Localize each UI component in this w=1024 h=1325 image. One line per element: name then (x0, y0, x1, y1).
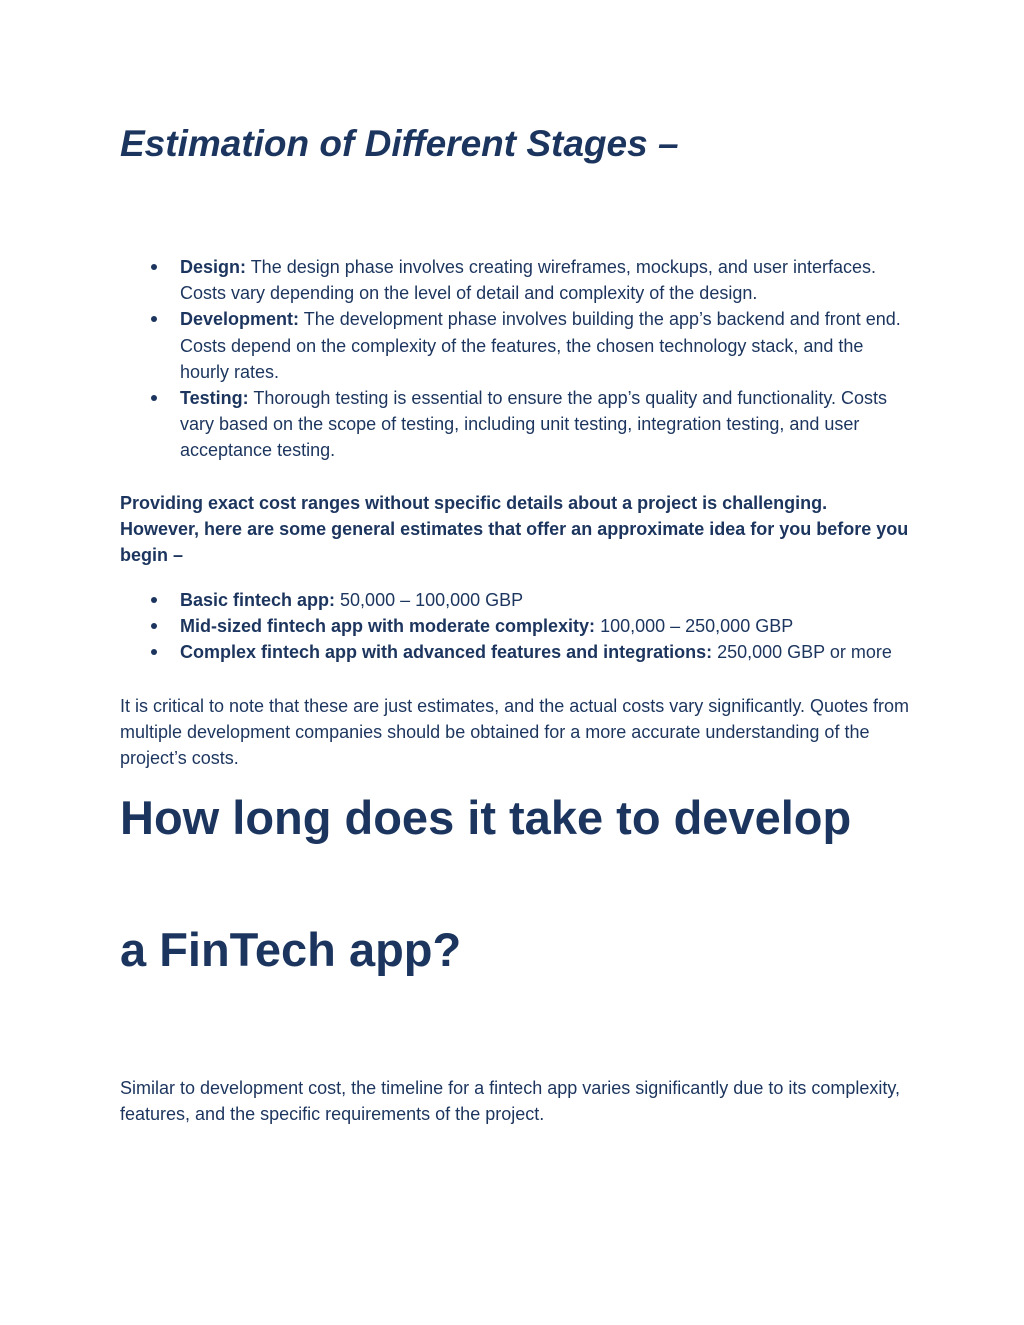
timeline-text: Similar to development cost, the timeline for a fintech app varies significantly due to its complexity, features, and the specific requirements of the project. (120, 1078, 901, 1125)
list-item (120, 639, 910, 665)
stages-heading: Estimation of Different Stages – (120, 123, 679, 164)
bullet-icon (151, 623, 157, 629)
list-item (120, 254, 910, 306)
estimates-note: It is critical to note that these are just estimates, and the actual costs vary significantly. Quotes from multiple development companies should be obtained for a more accurate understanding of the project’s costs. (120, 696, 910, 769)
estimate-text: 100,000 – 250,000 GBP (595, 616, 794, 637)
list-item (120, 385, 910, 464)
list-item (120, 587, 910, 613)
estimates-list (120, 587, 910, 666)
stage-label: Development: (180, 309, 300, 330)
list-item (120, 613, 910, 639)
estimate-text: 50,000 – 100,000 GBP (335, 590, 524, 610)
estimate-label: Complex fintech app with advanced features and integrations: (180, 642, 713, 663)
stage-text: Thorough testing is essential to ensure the app’s quality and functionality. Costs vary based on the scope of testing, including unit testing, integration testing, and user acceptance testing. (180, 388, 888, 461)
stages-list (120, 254, 910, 464)
stage-label: Testing: (180, 388, 249, 409)
bullet-icon (151, 597, 157, 603)
estimate-text: 250,000 GBP or more (712, 642, 892, 663)
estimate-label: Basic fintech app: (180, 590, 336, 610)
stage-label: Design: (180, 257, 247, 277)
timeline-heading-line2: a FinTech app? (120, 923, 462, 976)
estimates-intro: Providing exact cost ranges without specific details about a project is challenging. However, here are some general estimates that offer an approximate idea for you before you begin – (120, 493, 909, 566)
timeline-heading-line1: How long does it take to develop (120, 791, 852, 844)
bullet-icon (151, 316, 157, 322)
bullet-icon (151, 395, 157, 401)
bullet-icon (151, 649, 157, 655)
bullet-icon (151, 264, 157, 270)
stage-text: The design phase involves creating wireframes, mockups, and user interfaces. Costs vary depending on the level of detail and complexity of the design. (180, 257, 876, 304)
stage-text: The development phase involves building the app’s backend and front end. Costs depend on the complexity of the features, the chosen technology stack, and the hourly rates. (180, 309, 901, 382)
estimate-label: Mid-sized fintech app with moderate complexity: (180, 616, 596, 637)
list-item (120, 306, 910, 385)
